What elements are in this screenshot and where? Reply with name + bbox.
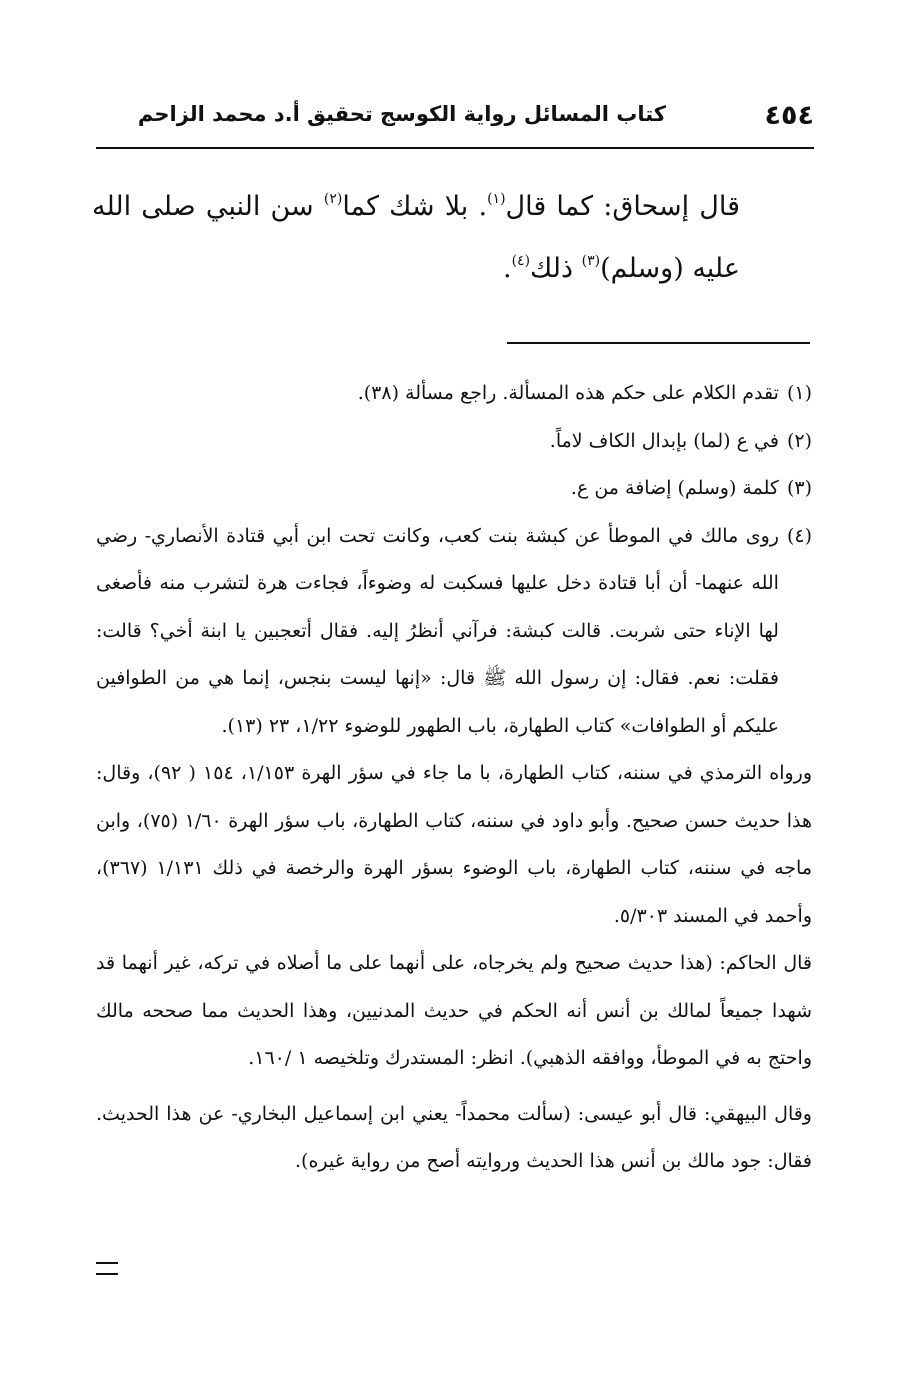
footnote-ref-4: (٤) [511,253,531,269]
main-text [92,176,740,300]
footnote-paragraph-bayhaqi: وقال البيهقي: قال أبو عيسى: (سألت محمداً- يعني ابن إسماعيل البخاري- عن هذا الحديث. فقال: جود مالك بن أنس هذا الحديث وروايته أصح من رواية غيره). [96,1102,812,1172]
page-header [96,96,814,148]
main-text-part-4: ذلك [530,253,582,284]
footnote-1 [96,370,812,418]
header-rule [96,147,814,149]
footnote-paragraph-tirmidhi: ورواه الترمذي في سننه، كتاب الطهارة، با ما جاء في سؤر الهرة ١/١٥٣، ١٥٤ ( ٩٢)، وقال: هذا حديث حسن صحيح. وأبو داود في سننه، كتاب الطهارة، باب سؤر الهرة ١/٦٠ (٧٥)، وابن ماجه في سننه، كتاب الطهارة، باب الوضوء بسؤر الهرة والرخصة في ذلك ١/١٣١ (٣٦٧)، وأحمد في المسند ٥/٣٠٣. [96,762,813,927]
main-paragraph [92,176,740,300]
main-text-part-5: . [502,253,512,284]
main-text-part-3: سن النبي صلى الله عليه (وسلم) [92,191,740,284]
footnote-ref-2: (٢) [323,191,343,207]
footnote-text: تقدم الكلام على حكم هذه المسألة. راجع مسألة (٣٨). [357,382,779,404]
footnote-text: روى مالك في الموطأ عن كبشة بنت كعب، وكانت تحت ابن أبي قتادة الأنصاري- رضي الله عنهما- أن أبا قتادة دخل عليها فسكبت له وضوءاً، فجاءت هرة لتشرب منه فأصغى لها الإناء حتى شربت. قالت كبشة: فرآني أنظرُ إليه. فقال أتعجبين يا ابنة أخي؟ قالت: فقلت: نعم. فقال: إن رسول الله ﷺ قال: «إنها ليست بنجس، إنما هي من الطوافين عليكم أو الطوافات» كتاب الطهارة، باب الطهور للوضوء ١/٢٢، ٢٣ (١٣). [96,524,779,737]
footnote-number: (٣) [786,477,812,499]
main-text-part-1: قال إسحاق: كما قال [505,191,741,222]
footnote-number: (١) [786,382,812,404]
footnote-3 [96,465,812,513]
page-number: ٤٥٤ [764,100,814,131]
footnote-number: (٤) [786,524,812,547]
footnote-text: كلمة (وسلم) إضافة من ع. [570,477,779,499]
footnote-2 [96,418,812,466]
footnote-4 [96,513,812,751]
continuation-mark [96,1262,118,1275]
footnote-paragraph-hakim: قال الحاكم: (هذا حديث صحيح ولم يخرجاه، على أنهما على ما أصلاه في تركه، غير أنهما قد شهدا جميعاً لمالك بن أنس أنه الحكم في حديث المدنيين، وهذا الحديث مما صححه مالك واحتج به في الموطأ، ووافقه الذهبي). انظر: المستدرك وتلخيصه ١ /١٦٠. [96,952,812,1069]
footnote-number: (٢) [786,429,812,452]
footnotes [96,370,812,1186]
footnote-ref-3: (٣) [581,253,601,269]
footnote-separator [507,342,810,344]
footnote-text: في ع (لما) بإبدال الكاف لاماً. [549,429,779,452]
main-text-part-2: . بلا شك كما [342,191,488,222]
footnote-ref-1: (١) [487,191,506,207]
running-title: كتاب المسائل رواية الكوسج تحقيق أ.د محمد الزاحم [137,102,666,126]
